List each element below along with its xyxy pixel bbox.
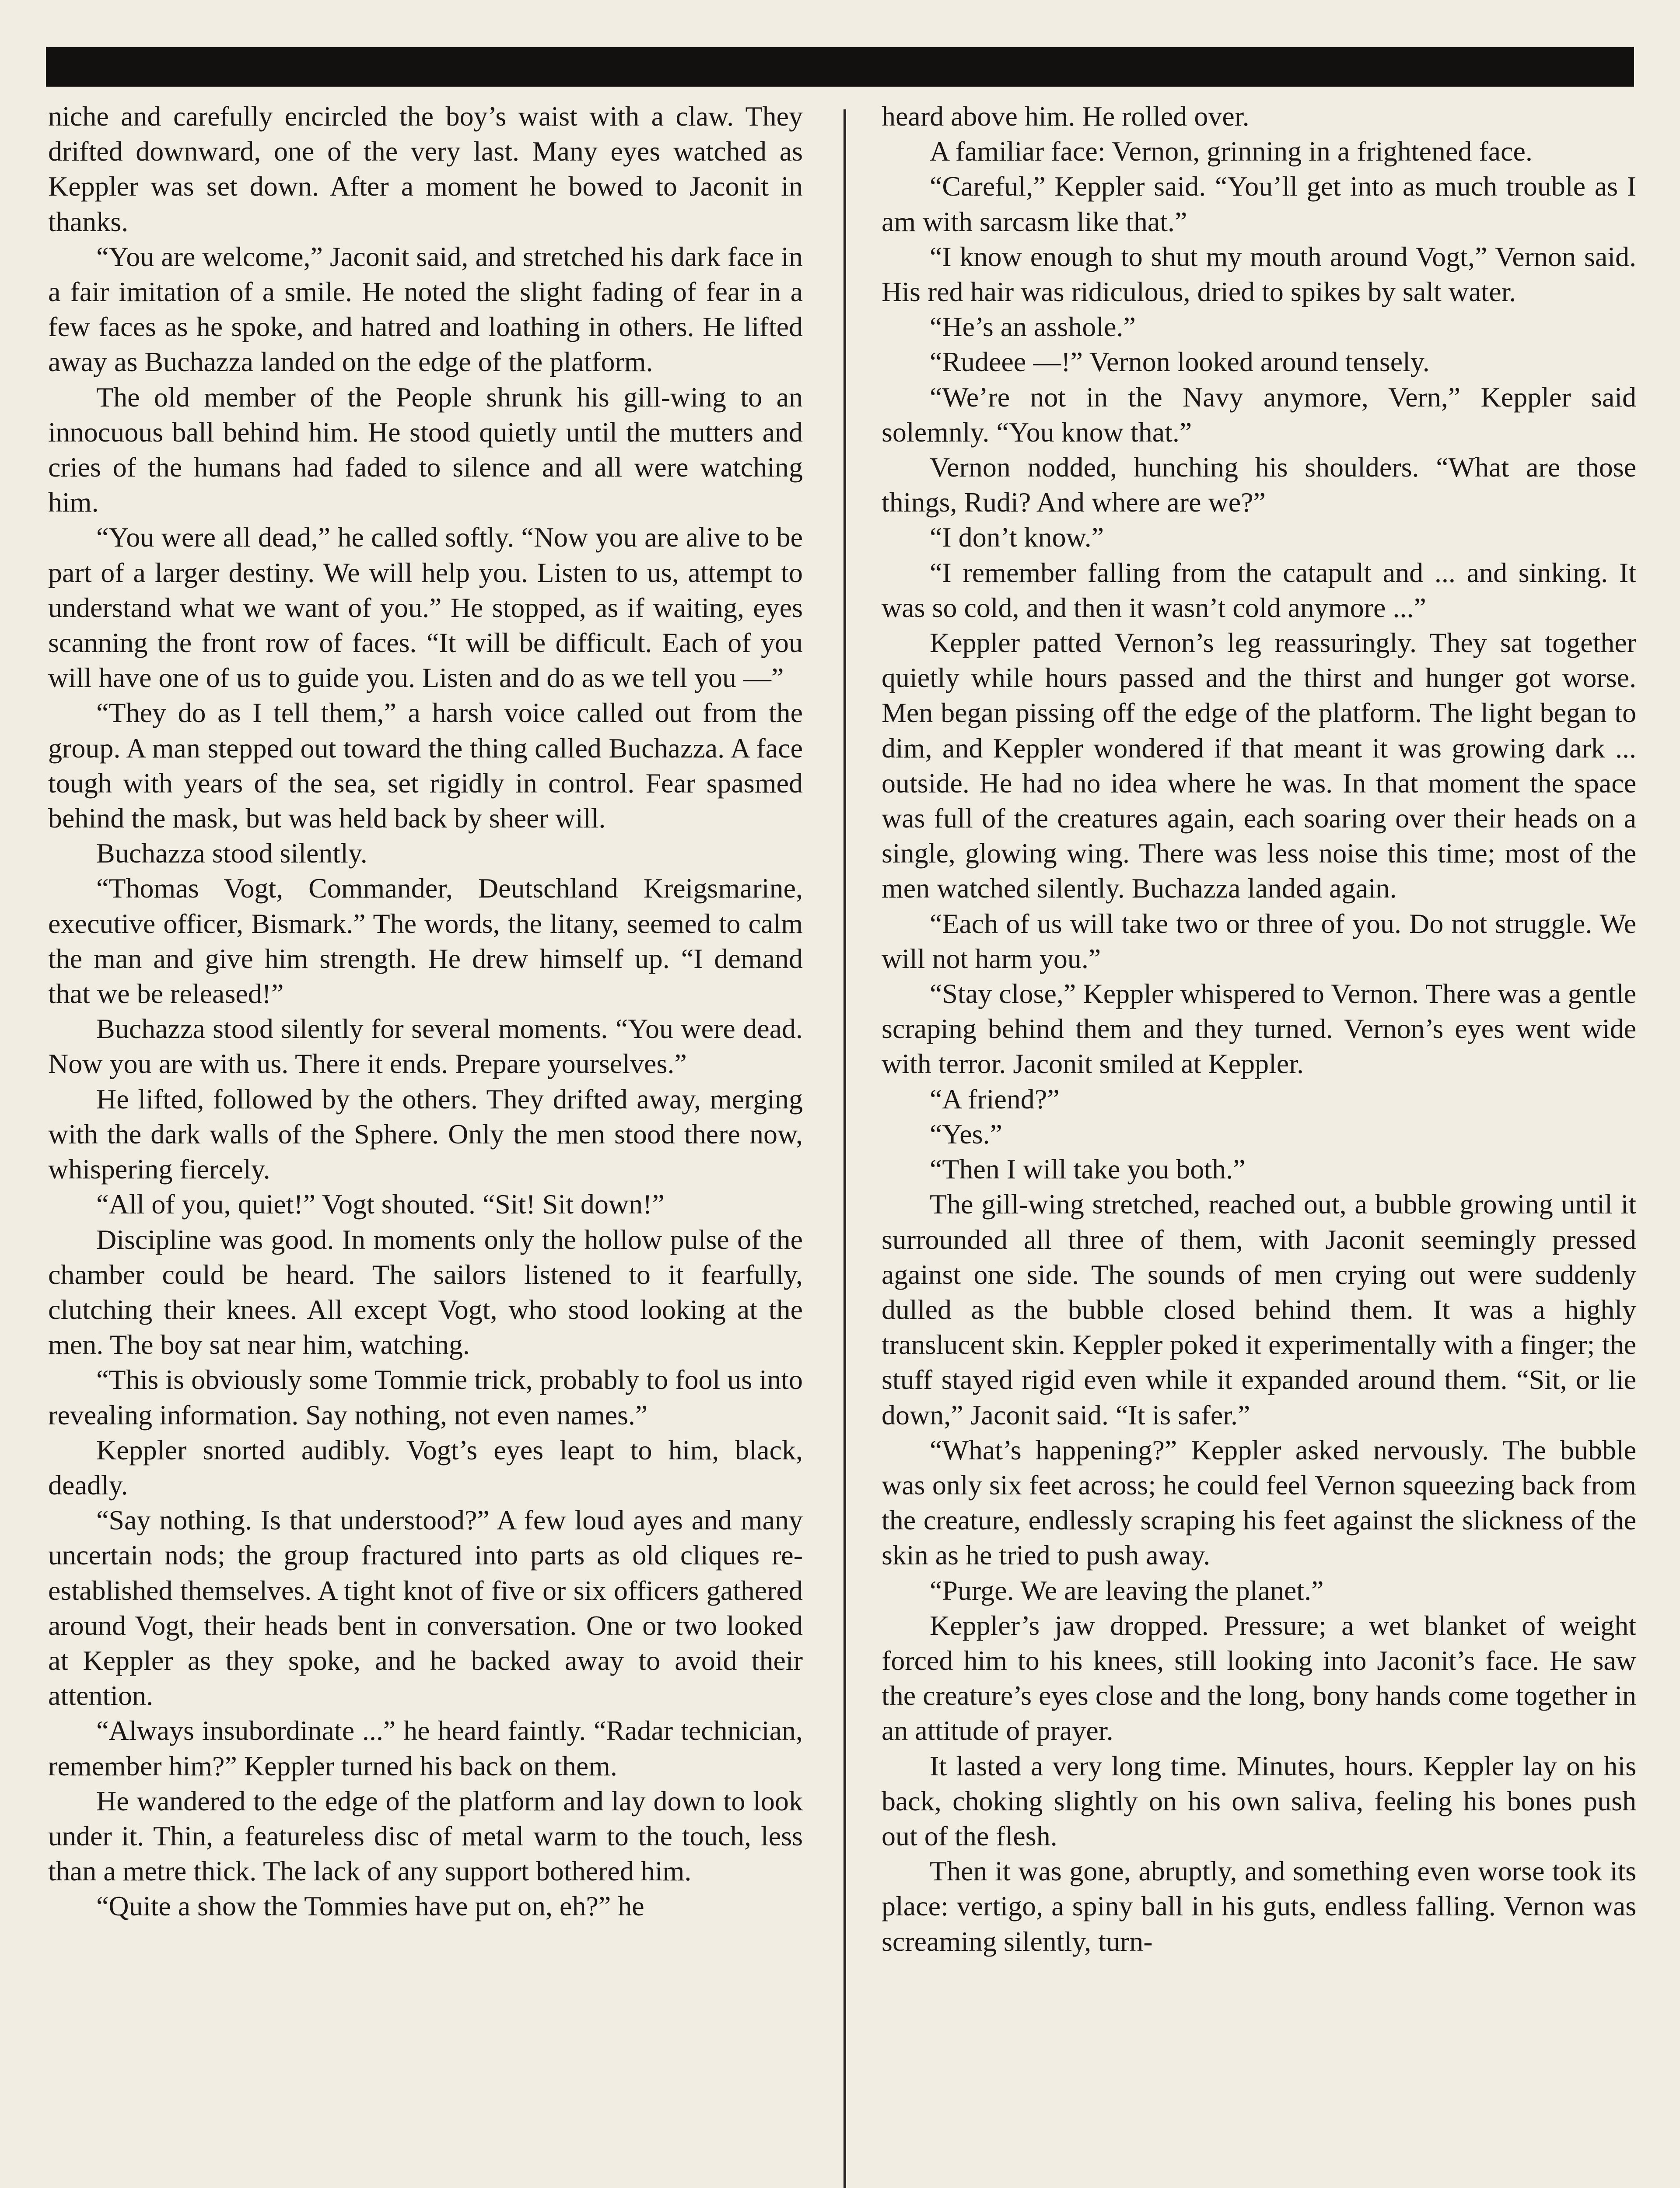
paragraph: “Say nothing. Is that understood?” A few loud ayes and many uncertain nods; the group fractured into parts as old cliques re-established themselves. A tight knot of five or six officers gathered around Vogt, their heads bent in conversation. One or two looked at Keppler as they spoke, and he backed away to avoid their attention. — [48, 1504, 803, 1711]
paragraph: “All of you, quiet!” Vogt shouted. “Sit! Sit down!” — [96, 1189, 665, 1220]
paragraph: Keppler’s jaw dropped. Pressure; a wet blanket of weight forced him to his knees, still looking into Jaconit’s face. He saw the creature’s eyes close and the long, bony hands come together in an attitude of prayer. — [882, 1609, 1636, 1746]
left-column — [48, 99, 803, 1924]
paragraph: He lifted, followed by the others. They drifted away, merging with the dark walls of the Sphere. Only the men stood there now, whispering fiercely. — [48, 1083, 803, 1185]
right-column — [882, 99, 1636, 1959]
paragraph: “What’s happening?” Keppler asked nervously. The bubble was only six feet across; he could feel Vernon squeezing back from the creature, endlessly scraping his feet against the slickness of the skin as he tried to push away. — [882, 1434, 1636, 1571]
paragraph: “Purge. We are leaving the planet.” — [930, 1574, 1324, 1606]
paragraph: Then it was gone, abruptly, and something even worse took its place: vertigo, a spiny ball in his guts, endless falling. Vernon was screaming silently, turn- — [882, 1855, 1636, 1957]
paragraph: “I don’t know.” — [930, 522, 1104, 553]
paragraph: Buchazza stood silently. — [96, 838, 368, 869]
paragraph: “Stay close,” Keppler whispered to Vernon. There was a gentle scraping behind them and they turned. Vernon’s eyes went wide with terror. Jaconit smiled at Keppler. — [882, 978, 1636, 1080]
paragraph: “He’s an asshole.” — [930, 311, 1136, 343]
paragraph: “I know enough to shut my mouth around Vogt,” Vernon said. His red hair was ridiculous, dried to spikes by salt water. — [882, 241, 1636, 308]
paragraph: Keppler snorted audibly. Vogt’s eyes leapt to him, black, deadly. — [48, 1434, 803, 1501]
paragraph: Buchazza stood silently for several moments. “You were dead. Now you are with us. There it ends. Prepare yourselves.” — [48, 1013, 803, 1080]
header-rule-bar — [46, 47, 1634, 87]
paragraph: Discipline was good. In moments only the hollow pulse of the chamber could be heard. The sailors listened to it fearfully, clutching their knees. All except Vogt, who stood looking at the men. The boy sat near him, watching. — [48, 1224, 803, 1360]
paragraph: “You are welcome,” Jaconit said, and stretched his dark face in a fair imitation of a smile. He noted the slight fading of fear in a few faces as he spoke, and hatred and loathing in others. He lifted away as Buchazza landed on the edge of the platform. — [48, 241, 803, 378]
paragraph: Keppler patted Vernon’s leg reassuringly. They sat together quietly while hours passed and the thirst and hunger got worse. Men began pissing off the edge of the platform. The light began to dim, and Keppler wondered if that meant it was growing dark ... outside. He had no idea where he was. In that moment the space was full of the creatures again, each soaring over their heads on a single, glowing wing. There was less noise this time; most of the men watched silently. Buchazza landed again. — [882, 627, 1636, 904]
paragraph: “Quite a show the Tommies have put on, eh?” he — [96, 1890, 644, 1922]
paragraph: Vernon nodded, hunching his shoulders. “What are those things, Rudi? And where are we?” — [882, 452, 1636, 518]
paragraph: “Rudeee —!” Vernon looked around tensely. — [930, 346, 1430, 378]
column-divider — [844, 109, 846, 2188]
paragraph: The gill-wing stretched, reached out, a bubble growing until it surrounded all three of them, with Jaconit seemingly pressed against one side. The sounds of men crying out were suddenly dulled as the bubble closed behind them. It was a highly translucent skin. Keppler poked it experimentally with a finger; the stuff stayed rigid even while it expanded around them. “Sit, or lie down,” Jaconit said. “It is safer.” — [882, 1189, 1636, 1431]
paragraph: “Each of us will take two or three of you. Do not struggle. We will not harm you.” — [882, 908, 1636, 974]
paragraph: “Yes.” — [930, 1118, 1002, 1150]
paragraph: A familiar face: Vernon, grinning in a frightened face. — [930, 136, 1533, 167]
paragraph: “I remember falling from the catapult and ... and sinking. It was so cold, and then it wasn’t cold anymore ...” — [882, 557, 1636, 623]
paragraph: “Careful,” Keppler said. “You’ll get into as much trouble as I am with sarcasm like that.” — [882, 171, 1636, 237]
paragraph: “Always insubordinate ...” he heard faintly. “Radar technician, remember him?” Keppler turned his back on them. — [48, 1715, 803, 1781]
paragraph: He wandered to the edge of the platform and lay down to look under it. Thin, a featureless disc of metal warm to the touch, less than a metre thick. The lack of any support bothered him. — [48, 1785, 803, 1887]
paragraph: “They do as I tell them,” a harsh voice called out from the group. A man stepped out toward the thing called Buchazza. A face tough with years of the sea, set rigidly in control. Fear spasmed behind the mask, but was held back by sheer will. — [48, 697, 803, 834]
paragraph: niche and carefully encircled the boy’s waist with a claw. They drifted downward, one of the very last. Many eyes watched as Keppler was set down. After a moment he bowed to Jaconit in thanks. — [48, 101, 803, 237]
paragraph: “A friend?” — [930, 1083, 1060, 1115]
paragraph: The old member of the People shrunk his gill-wing to an innocuous ball behind him. He stood quietly until the mutters and cries of the humans had faded to silence and all were watching him. — [48, 381, 803, 518]
paragraph: “We’re not in the Navy anymore, Vern,” Keppler said solemnly. “You know that.” — [882, 381, 1636, 448]
paragraph: “You were all dead,” he called softly. “Now you are alive to be part of a larger destiny. We will help you. Listen to us, attempt to understand what we want of you.” He stopped, as if waiting, eyes scanning the front row of faces. “It will be difficult. Each of you will have one of us to guide you. Listen and do as we tell you —” — [48, 522, 803, 694]
paragraph: “Then I will take you both.” — [930, 1154, 1246, 1185]
paragraph: heard above him. He rolled over. — [882, 101, 1250, 132]
paragraph: It lasted a very long time. Minutes, hours. Keppler lay on his back, choking slightly on his own saliva, feeling his bones push out of the flesh. — [882, 1750, 1636, 1851]
paragraph: “Thomas Vogt, Commander, Deutschland Kreigsmarine, executive officer, Bismark.” The words, the litany, seemed to calm the man and give him strength. He drew himself up. “I demand that we be released!” — [48, 873, 803, 1010]
paragraph: “This is obviously some Tommie trick, probably to fool us into revealing information. Say nothing, not even names.” — [48, 1364, 803, 1431]
